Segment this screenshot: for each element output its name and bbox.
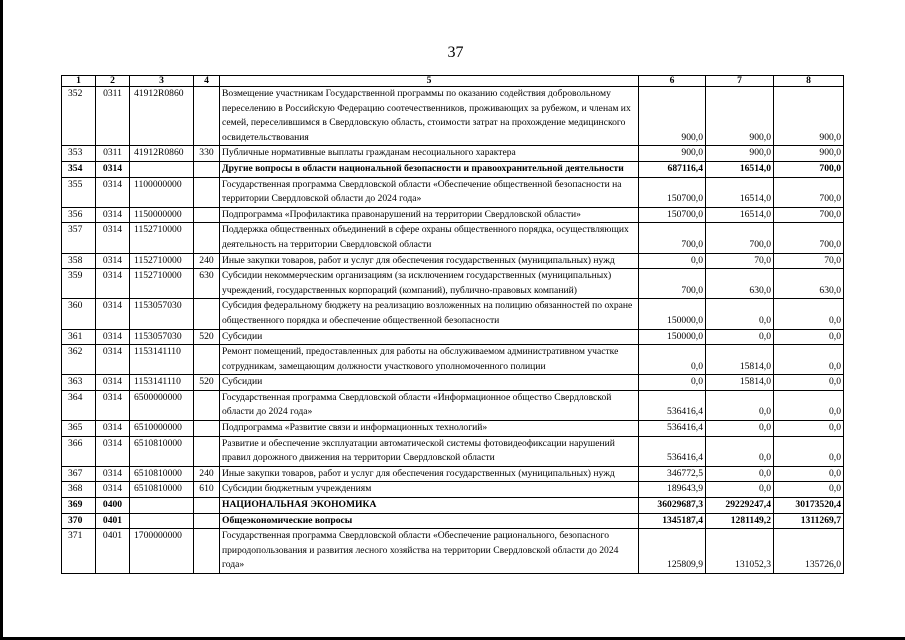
target-article-code: 1152710000 xyxy=(130,253,194,269)
target-article-code: 1100000000 xyxy=(130,177,194,207)
target-article-code: 6510810000 xyxy=(130,466,194,482)
value-col-6: 536416,4 xyxy=(639,436,706,466)
table-row xyxy=(62,223,844,253)
table-row xyxy=(62,87,844,146)
table-row xyxy=(62,146,844,162)
value-col-6: 0,0 xyxy=(639,253,706,269)
row-number: 355 xyxy=(62,177,96,207)
target-article-code: 1150000000 xyxy=(130,207,194,223)
section-code: 0311 xyxy=(96,146,130,162)
item-name: Ремонт помещений, предоставленных для работы на обслуживаемом административном участке сотрудникам, замещающим должности участкового уполномоченного полиции xyxy=(220,345,639,375)
target-article-code: 1153057030 xyxy=(130,299,194,329)
value-col-6: 900,0 xyxy=(639,87,706,146)
expense-type-code: 330 xyxy=(194,146,220,162)
section-code: 0314 xyxy=(96,299,130,329)
budget-table xyxy=(61,75,844,574)
section-code: 0314 xyxy=(96,269,130,299)
value-col-6: 189643,9 xyxy=(639,482,706,498)
item-name: Подпрограмма «Профилактика правонарушений на территории Свердловской области» xyxy=(220,207,639,223)
row-number: 363 xyxy=(62,375,96,391)
value-col-8: 70,0 xyxy=(774,253,844,269)
header-cell: 5 xyxy=(220,76,639,87)
section-code: 0314 xyxy=(96,482,130,498)
section-code: 0314 xyxy=(96,421,130,437)
value-col-7: 0,0 xyxy=(706,299,774,329)
target-article-code: 1153141110 xyxy=(130,345,194,375)
value-col-6: 346772,5 xyxy=(639,466,706,482)
value-col-7: 15814,0 xyxy=(706,345,774,375)
table-row xyxy=(62,529,844,574)
target-article-code: 1153141110 xyxy=(130,375,194,391)
section-code: 0314 xyxy=(96,253,130,269)
value-col-8: 1311269,7 xyxy=(774,513,844,529)
row-number: 364 xyxy=(62,390,96,420)
value-col-6: 36029687,3 xyxy=(639,498,706,514)
value-col-8: 700,0 xyxy=(774,177,844,207)
header-cell: 2 xyxy=(96,76,130,87)
expense-type-code: 520 xyxy=(194,329,220,345)
table-row xyxy=(62,513,844,529)
item-name: Возмещение участникам Государственной программы по оказанию содействия добровольному переселению в Российскую Федерацию соотечественников, проживающих за рубежом, и членам их семей, переселившимся в Свердловскую область, стоимости затрат на прохождение медицинского освидетельствования xyxy=(220,87,639,146)
section-code: 0314 xyxy=(96,436,130,466)
value-col-7: 630,0 xyxy=(706,269,774,299)
value-col-7: 900,0 xyxy=(706,146,774,162)
value-col-7: 0,0 xyxy=(706,329,774,345)
value-col-6: 0,0 xyxy=(639,375,706,391)
expense-type-code xyxy=(194,498,220,514)
expense-type-code xyxy=(194,513,220,529)
row-number: 360 xyxy=(62,299,96,329)
row-number: 369 xyxy=(62,498,96,514)
expense-type-code xyxy=(194,529,220,574)
value-col-6: 1345187,4 xyxy=(639,513,706,529)
value-col-8: 0,0 xyxy=(774,345,844,375)
expense-type-code: 610 xyxy=(194,482,220,498)
value-col-7: 16514,0 xyxy=(706,161,774,177)
row-number: 368 xyxy=(62,482,96,498)
value-col-6: 687116,4 xyxy=(639,161,706,177)
target-article-code: 1152710000 xyxy=(130,269,194,299)
expense-type-code: 520 xyxy=(194,375,220,391)
table-row xyxy=(62,177,844,207)
row-number: 365 xyxy=(62,421,96,437)
row-number: 367 xyxy=(62,466,96,482)
section-code: 0400 xyxy=(96,498,130,514)
header-cell: 8 xyxy=(774,76,844,87)
value-col-6: 150700,0 xyxy=(639,177,706,207)
value-col-8: 630,0 xyxy=(774,269,844,299)
target-article-code: 41912R0860 xyxy=(130,87,194,146)
table-row xyxy=(62,482,844,498)
item-name: Общеэкономические вопросы xyxy=(220,513,639,529)
row-number: 370 xyxy=(62,513,96,529)
table-row xyxy=(62,207,844,223)
value-col-7: 16514,0 xyxy=(706,207,774,223)
header-cell: 1 xyxy=(62,76,96,87)
header-cell: 7 xyxy=(706,76,774,87)
value-col-8: 700,0 xyxy=(774,161,844,177)
expense-type-code xyxy=(194,345,220,375)
table-row xyxy=(62,299,844,329)
row-number: 366 xyxy=(62,436,96,466)
row-number: 371 xyxy=(62,529,96,574)
value-col-7: 29229247,4 xyxy=(706,498,774,514)
table-row xyxy=(62,375,844,391)
table-row xyxy=(62,498,844,514)
expense-type-code: 240 xyxy=(194,466,220,482)
item-name: Субсидия федеральному бюджету на реализацию возложенных на полицию обязанностей по охране общественного порядка и обеспечение общественной безопасности xyxy=(220,299,639,329)
target-article-code: 6500000000 xyxy=(130,390,194,420)
table-row xyxy=(62,161,844,177)
table-row xyxy=(62,390,844,420)
value-col-6: 150700,0 xyxy=(639,207,706,223)
item-name: Иные закупки товаров, работ и услуг для обеспечения государственных (муниципальных) нужд xyxy=(220,466,639,482)
value-col-8: 135726,0 xyxy=(774,529,844,574)
value-col-6: 536416,4 xyxy=(639,390,706,420)
header-cell: 3 xyxy=(130,76,194,87)
expense-type-code xyxy=(194,207,220,223)
expense-type-code xyxy=(194,177,220,207)
value-col-8: 700,0 xyxy=(774,207,844,223)
value-col-8: 0,0 xyxy=(774,421,844,437)
item-name: Подпрограмма «Развитие связи и информационных технологий» xyxy=(220,421,639,437)
value-col-7: 700,0 xyxy=(706,223,774,253)
item-name: Субсидии xyxy=(220,329,639,345)
section-code: 0314 xyxy=(96,466,130,482)
expense-type-code xyxy=(194,299,220,329)
value-col-8: 0,0 xyxy=(774,299,844,329)
section-code: 0314 xyxy=(96,207,130,223)
value-col-6: 700,0 xyxy=(639,269,706,299)
value-col-6: 125809,9 xyxy=(639,529,706,574)
table-row xyxy=(62,421,844,437)
value-col-6: 150000,0 xyxy=(639,329,706,345)
section-code: 0314 xyxy=(96,177,130,207)
value-col-6: 700,0 xyxy=(639,223,706,253)
header-cell: 6 xyxy=(639,76,706,87)
table-row xyxy=(62,436,844,466)
item-name: Государственная программа Свердловской области «Информационное общество Свердловской области до 2024 года» xyxy=(220,390,639,420)
row-number: 361 xyxy=(62,329,96,345)
item-name: Государственная программа Свердловской области «Обеспечение рационального, безопасного природопользования и развития лесного хозяйства на территории Свердловской области до 2024 года» xyxy=(220,529,639,574)
target-article-code xyxy=(130,161,194,177)
section-code: 0401 xyxy=(96,529,130,574)
value-col-7: 1281149,2 xyxy=(706,513,774,529)
header-cell: 4 xyxy=(194,76,220,87)
target-article-code: 41912R0860 xyxy=(130,146,194,162)
target-article-code: 6510000000 xyxy=(130,421,194,437)
value-col-8: 0,0 xyxy=(774,329,844,345)
table-row xyxy=(62,269,844,299)
expense-type-code xyxy=(194,421,220,437)
row-number: 356 xyxy=(62,207,96,223)
value-col-7: 15814,0 xyxy=(706,375,774,391)
value-col-8: 0,0 xyxy=(774,390,844,420)
value-col-7: 70,0 xyxy=(706,253,774,269)
table-row xyxy=(62,345,844,375)
target-article-code xyxy=(130,513,194,529)
row-number: 362 xyxy=(62,345,96,375)
value-col-7: 0,0 xyxy=(706,466,774,482)
section-code: 0311 xyxy=(96,87,130,146)
value-col-6: 0,0 xyxy=(639,345,706,375)
value-col-7: 16514,0 xyxy=(706,177,774,207)
expense-type-code: 240 xyxy=(194,253,220,269)
item-name: Государственная программа Свердловской области «Обеспечение общественной безопасности на территории Свердловской области до 2024 года» xyxy=(220,177,639,207)
item-name: Развитие и обеспечение эксплуатации автоматической системы фотовидеофиксации нарушений правил дорожного движения на территории Свердловской области xyxy=(220,436,639,466)
table-row xyxy=(62,253,844,269)
item-name: Субсидии xyxy=(220,375,639,391)
section-code: 0314 xyxy=(96,161,130,177)
value-col-6: 150000,0 xyxy=(639,299,706,329)
expense-type-code: 630 xyxy=(194,269,220,299)
value-col-8: 30173520,4 xyxy=(774,498,844,514)
value-col-8: 0,0 xyxy=(774,482,844,498)
target-article-code: 6510810000 xyxy=(130,482,194,498)
table-row xyxy=(62,329,844,345)
value-col-7: 0,0 xyxy=(706,436,774,466)
item-name: Субсидии бюджетным учреждениям xyxy=(220,482,639,498)
row-number: 352 xyxy=(62,87,96,146)
page-number: 37 xyxy=(447,44,464,61)
table-row xyxy=(62,466,844,482)
value-col-6: 536416,4 xyxy=(639,421,706,437)
target-article-code: 1700000000 xyxy=(130,529,194,574)
expense-type-code xyxy=(194,436,220,466)
item-name: Поддержка общественных объединений в сфере охраны общественного порядка, осуществляющих деятельность на территории Свердловской области xyxy=(220,223,639,253)
header-row xyxy=(62,76,844,87)
value-col-7: 131052,3 xyxy=(706,529,774,574)
section-code: 0401 xyxy=(96,513,130,529)
item-name: Иные закупки товаров, работ и услуг для обеспечения государственных (муниципальных) нужд xyxy=(220,253,639,269)
target-article-code xyxy=(130,498,194,514)
row-number: 357 xyxy=(62,223,96,253)
row-number: 358 xyxy=(62,253,96,269)
row-number: 353 xyxy=(62,146,96,162)
section-code: 0314 xyxy=(96,390,130,420)
section-code: 0314 xyxy=(96,375,130,391)
item-name: Субсидии некоммерческим организациям (за исключением государственных (муниципальных) учреждений, государственных корпораций (компаний), публично-правовых компаний) xyxy=(220,269,639,299)
row-number: 359 xyxy=(62,269,96,299)
target-article-code: 6510810000 xyxy=(130,436,194,466)
value-col-7: 900,0 xyxy=(706,87,774,146)
value-col-6: 900,0 xyxy=(639,146,706,162)
section-code: 0314 xyxy=(96,345,130,375)
value-col-7: 0,0 xyxy=(706,421,774,437)
section-code: 0314 xyxy=(96,223,130,253)
value-col-8: 0,0 xyxy=(774,375,844,391)
value-col-7: 0,0 xyxy=(706,390,774,420)
item-name: Публичные нормативные выплаты гражданам несоциального характера xyxy=(220,146,639,162)
item-name: НАЦИОНАЛЬНАЯ ЭКОНОМИКА xyxy=(220,498,639,514)
value-col-8: 0,0 xyxy=(774,436,844,466)
expense-type-code xyxy=(194,390,220,420)
target-article-code: 1153057030 xyxy=(130,329,194,345)
target-article-code: 1152710000 xyxy=(130,223,194,253)
item-name: Другие вопросы в области национальной безопасности и правоохранительной деятельности xyxy=(220,161,639,177)
row-number: 354 xyxy=(62,161,96,177)
value-col-8: 0,0 xyxy=(774,466,844,482)
value-col-8: 700,0 xyxy=(774,223,844,253)
expense-type-code xyxy=(194,161,220,177)
expense-type-code xyxy=(194,87,220,146)
value-col-8: 900,0 xyxy=(774,87,844,146)
value-col-7: 0,0 xyxy=(706,482,774,498)
value-col-8: 900,0 xyxy=(774,146,844,162)
section-code: 0314 xyxy=(96,329,130,345)
expense-type-code xyxy=(194,223,220,253)
